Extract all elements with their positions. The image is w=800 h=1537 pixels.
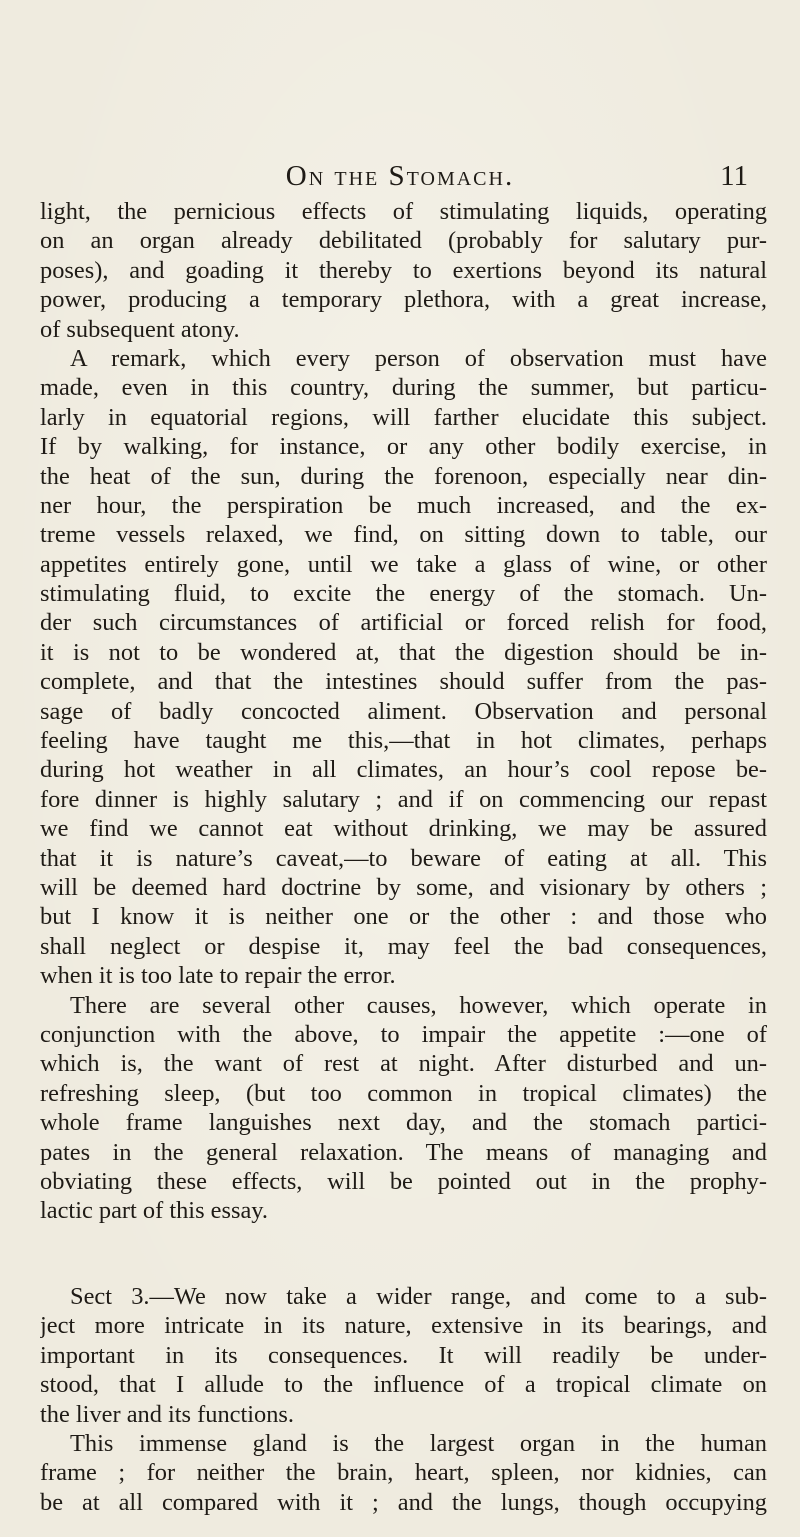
text-line: power, producing a temporary plethora, with a great increase,: [40, 286, 767, 314]
text-line: sage of badly concocted aliment. Observation and personal: [40, 697, 767, 725]
text-line: poses), and goading it thereby to exertions beyond its natural: [40, 256, 767, 284]
text-line: ner hour, the perspiration be much increased, and the ex-: [40, 491, 767, 519]
text-line: complete, and that the intestines should suffer from the pas-: [40, 668, 767, 696]
text-line: we find we cannot eat without drinking, we may be assured: [40, 815, 767, 843]
text-line: it is not to be wondered at, that the digestion should be in-: [40, 638, 767, 666]
paragraph: [40, 1282, 767, 1429]
text-line: shall neglect or despise it, may feel the bad consequences,: [40, 932, 767, 960]
text-line: when it is too late to repair the error.: [40, 962, 396, 990]
text-line: frame ; for neither the brain, heart, spleen, nor kidnies, can: [40, 1459, 767, 1487]
text-line: fore dinner is highly salutary ; and if on commencing our repast: [40, 785, 767, 813]
text-line: obviating these effects, will be pointed out in the prophy-: [40, 1167, 767, 1195]
paragraph: [40, 197, 767, 344]
text-line: treme vessels relaxed, we find, on sitting down to table, our: [40, 521, 767, 549]
text-line: stood, that I allude to the influence of a tropical climate on: [40, 1371, 767, 1399]
body-text-upper: [40, 197, 767, 1226]
text-line: If by walking, for instance, or any other bodily exercise, in: [40, 433, 767, 461]
text-line: during hot weather in all climates, an hour’s cool repose be-: [40, 756, 767, 784]
text-line: Sect 3.—We now take a wider range, and come to a sub-: [70, 1283, 767, 1310]
text-line: refreshing sleep, (but too common in tropical climates) the: [40, 1079, 767, 1107]
text-line: There are several other causes, however, which operate in: [70, 991, 767, 1019]
text-line: pates in the general relaxation. The means of managing and: [40, 1138, 767, 1166]
text-line: that it is nature’s caveat,—to beware of eating at all. This: [40, 844, 767, 872]
text-line: the liver and its functions.: [40, 1400, 295, 1428]
text-line: lactic part of this essay.: [40, 1197, 269, 1225]
text-line: the heat of the sun, during the forenoon, especially near din-: [40, 462, 767, 490]
text-line: This immense gland is the largest organ in the human: [70, 1429, 767, 1457]
paragraph: [40, 1429, 767, 1517]
text-line: appetites entirely gone, until we take a glass of wine, or other: [40, 550, 767, 578]
text-line: stimulating fluid, to excite the energy of the stomach. Un-: [40, 580, 767, 608]
text-line: made, even in this country, during the summer, but particu-: [40, 374, 767, 402]
text-line: ject more intricate in its nature, extensive in its bearings, and: [40, 1312, 767, 1340]
paragraph: [40, 991, 767, 1226]
text-line: will be deemed hard doctrine by some, and visionary by others ;: [40, 873, 767, 901]
page-header: [0, 160, 800, 200]
paragraph: [40, 344, 767, 991]
text-line: feeling have taught me this,—that in hot climates, perhaps: [40, 727, 767, 755]
text-line: on an organ already debilitated (probably for salutary pur-: [40, 227, 767, 255]
page-number: 11: [720, 160, 748, 192]
text-line: A remark, which every person of observation must have: [70, 344, 767, 372]
text-line: be at all compared with it ; and the lungs, though occupying: [40, 1488, 767, 1516]
text-line: but I know it is neither one or the other : and those who: [40, 903, 767, 931]
body-text-lower: [40, 1282, 767, 1517]
text-line: which is, the want of rest at night. After disturbed and un-: [40, 1050, 767, 1078]
text-line: light, the pernicious effects of stimulating liquids, operating: [40, 198, 767, 225]
text-line: of subsequent atony.: [40, 315, 240, 343]
running-title: On the Stomach.: [285, 160, 515, 192]
text-line: der such circumstances of artificial or forced relish for food,: [40, 609, 767, 637]
text-line: important in its consequences. It will readily be under-: [40, 1341, 767, 1369]
text-line: whole frame languishes next day, and the stomach partici-: [40, 1109, 767, 1137]
text-line: larly in equatorial regions, will farther elucidate this subject.: [40, 403, 767, 431]
text-line: conjunction with the above, to impair the appetite :—one of: [40, 1020, 767, 1048]
